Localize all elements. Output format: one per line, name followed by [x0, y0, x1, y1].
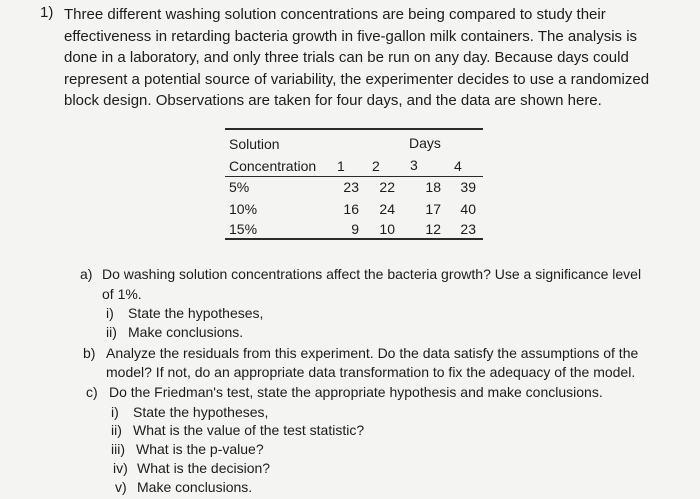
table-cell: 12 [425, 221, 441, 237]
part-c-text: Do the Friedman's test, state the appropriate hypothesis and make conclusions. [109, 384, 603, 400]
part-a-item-marker: ii) [106, 324, 117, 340]
header-days: Days [409, 135, 441, 151]
table-bottom-rule [225, 238, 483, 240]
row-label: 5% [229, 179, 250, 195]
table-cell: 16 [343, 201, 359, 217]
part-c-item-text: What is the p-value? [136, 441, 264, 457]
part-c-marker: c) [86, 384, 98, 400]
table-cell: 40 [460, 201, 476, 217]
part-c-item-text: What is the value of the test statistic? [133, 422, 365, 438]
table-cell: 39 [460, 179, 476, 195]
part-c-item-marker: i) [111, 404, 119, 420]
table-cell: 23 [460, 221, 476, 237]
table-header-rule [225, 176, 483, 177]
part-b-text-cont: model? If not, do an appropriate data transformation to fix the adequacy of the model. [106, 364, 636, 380]
part-c-item-marker: ii) [111, 422, 122, 438]
part-a-item-text: State the hypotheses, [128, 305, 264, 321]
table-top-rule [225, 128, 483, 130]
header-day-4: 4 [454, 158, 462, 174]
part-c-item-marker: iv) [113, 460, 128, 476]
part-c-item-text: Make conclusions. [137, 479, 253, 495]
part-b-text: Analyze the residuals from this experiment. Do the data satisfy the assumptions of the [106, 345, 639, 361]
header-concentration: Concentration [229, 158, 317, 174]
part-a-text-cont: of 1%. [102, 286, 142, 302]
table-cell: 10 [379, 221, 395, 237]
part-c-item-text: What is the decision? [137, 460, 271, 476]
header-day-3: 3 [410, 157, 418, 173]
part-b-marker: b) [83, 345, 96, 361]
table-cell: 24 [379, 201, 395, 217]
part-a-marker: a) [80, 266, 93, 282]
row-label: 10% [229, 201, 258, 217]
table-cell: 22 [379, 179, 395, 195]
header-day-1: 1 [337, 158, 345, 174]
part-c-item-marker: iii) [111, 441, 125, 457]
part-c-item-marker: v) [115, 479, 127, 495]
table-cell: 9 [351, 221, 359, 237]
part-a-item-text: Make conclusions. [128, 324, 244, 340]
question-number: 1) [40, 4, 54, 21]
header-solution: Solution [229, 136, 280, 152]
part-a-text: Do washing solution concentrations affect the bacteria growth? Use a significance level [102, 266, 642, 282]
part-c-item-text: State the hypotheses, [133, 404, 269, 420]
data-table [225, 128, 483, 240]
row-label: 15% [229, 221, 258, 237]
table-cell: 18 [425, 179, 441, 195]
header-day-2: 2 [372, 158, 380, 174]
table-cell: 17 [425, 201, 441, 217]
part-a-item-marker: i) [106, 305, 114, 321]
question-intro: Three different washing solution concentrations are being compared to study their effectiveness in retarding bacteria growth in five-gallon milk containers. The analysis is done in a laboratory, and only three trials can be run on any day. Because days could represent a potential source of variability, the experimenter decides to use a randomized block design. Observations are taken for four days, and the data are shown here. [64, 6, 650, 109]
table-cell: 23 [343, 179, 359, 195]
